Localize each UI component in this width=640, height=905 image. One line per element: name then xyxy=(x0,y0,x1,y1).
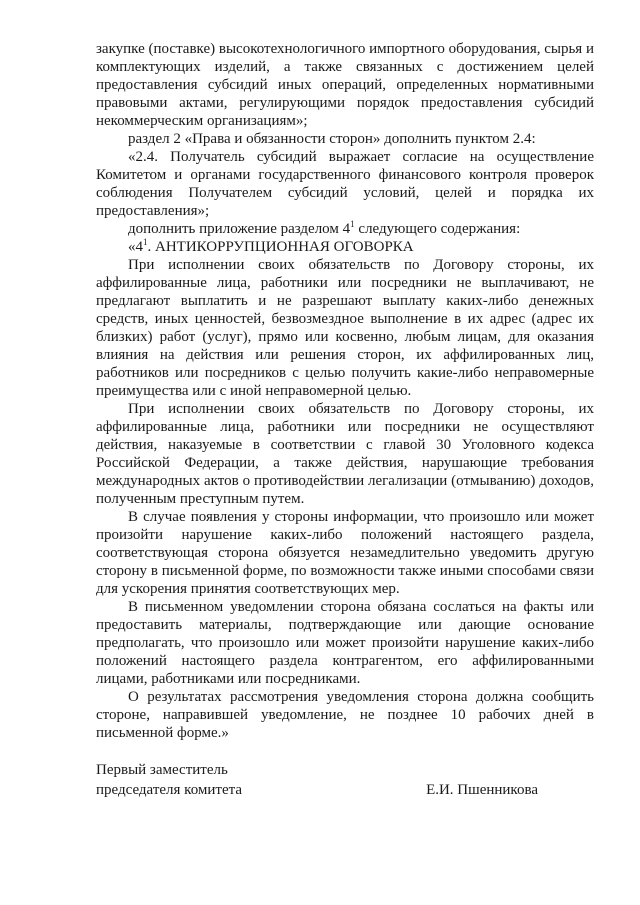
paragraph-6: При исполнении своих обязательств по Договору стороны, их аффилированные лица, работники или посредники не осуществляют действия, наказуемые в соответствии с главой 30 Уголовного кодекса Российской Федерации, а также действия, нарушающие требования международных актов о противодействии легализации (отмыванию) доходов, полученным преступным путем. xyxy=(96,401,594,507)
signature-title-1: Первый заместитель xyxy=(96,762,228,778)
paragraph-9: О результатах рассмотрения уведомления сторона должна сообщить стороне, направившей уведомление, не позднее 10 рабочих дней в письменной форме.» xyxy=(96,689,594,741)
section-heading-text: . АНТИКОРРУПЦИОННАЯ ОГОВОРКА xyxy=(147,239,414,255)
paragraph-2: раздел 2 «Права и обязанности сторон» дополнить пунктом 2.4: xyxy=(128,131,536,147)
paragraph-7: В случае появления у стороны информации, что произошло или может произойти нарушение каких-либо положений настоящего раздела, соответствующая сторона обязуется незамедлительно уведомить другую сторону в письменной форме, по возможности также иными способами связи для ускорения принятия соответствующих мер. xyxy=(96,509,594,597)
paragraph-4-after: следующего содержания: xyxy=(354,221,521,237)
paragraph-4-before: дополнить приложение разделом 4 xyxy=(128,221,351,237)
paragraph-5: При исполнении своих обязательств по Договору стороны, их аффилированные лица, работники или посредники не выплачивают, не предлагают выплатить и не разрешают выплату каких-либо денежных средств, иных ценностей, безвозмездное выполнение в их адрес (адрес их близких) работ (услуг), прямо или косвенно, любым лицам, для оказания влияния на действия или решения сторон, их аффилированных лиц, работников или посредников с целью получить какие-либо неправомерные преимущества или с иной неправомерной целью. xyxy=(96,257,594,399)
paragraph-4-superscript: 1 xyxy=(350,219,355,229)
signature-name: Е.И. Пшенникова xyxy=(426,782,538,798)
paragraph-1: закупке (поставке) высокотехнологичного импортного оборудования, сырья и комплектующих изделий, а также связанных с достижением целей предоставления субсидий иных операций, определенных нормативными правовыми актами, регулирующими порядок предоставления субсидий некоммерческим организациям»; xyxy=(96,41,594,129)
paragraph-8: В письменном уведомлении сторона обязана сослаться на факты или предоставить материалы, подтверждающие или дающие основание предполагать, что произошло или может произойти нарушение каких-либо положений настоящего раздела контрагентом, его аффилированными лицами, работниками или посредниками. xyxy=(96,599,594,687)
signature-title-line-1 xyxy=(96,760,594,780)
paragraph-4 xyxy=(96,220,594,238)
document-body xyxy=(96,40,594,742)
signature-title-line-2 xyxy=(96,780,594,800)
signature-title-2: председателя комитета xyxy=(96,782,243,798)
paragraph-3: «2.4. Получатель субсидий выражает согласие на осуществление Комитетом и органами государственного финансового контроля проверок соблюдения Получателем субсидий условий, целей и порядка их предоставления»; xyxy=(96,149,594,219)
section-heading xyxy=(96,238,594,256)
section-heading-superscript: 1 xyxy=(143,237,148,247)
signature-block xyxy=(96,760,594,800)
section-heading-prefix: «4 xyxy=(128,239,143,255)
